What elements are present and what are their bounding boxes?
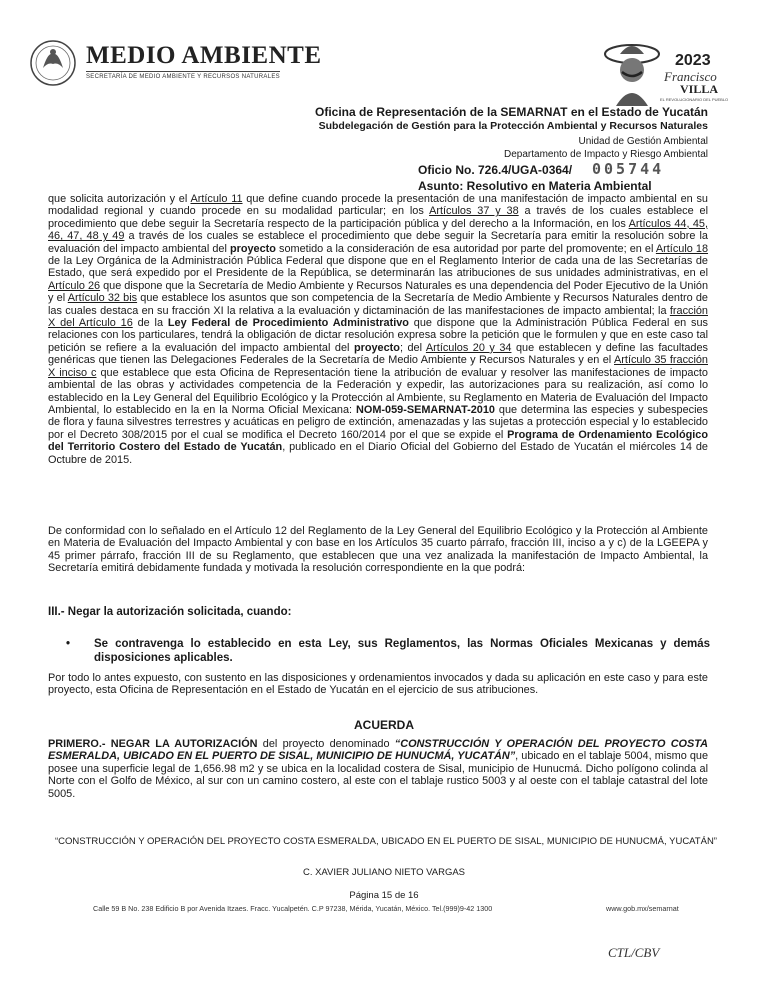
initials: CTL/CBV — [608, 945, 660, 960]
emblem-name-first: Francisco — [664, 69, 717, 84]
asunto-line: Asunto: Resolutivo en Materia Ambiental — [418, 179, 652, 193]
emblem-name-last: VILLA — [680, 82, 719, 96]
page-number: Página 15 de 16 — [349, 890, 419, 901]
conformity-paragraph: De conformidad con lo señalado en el Artículo 12 del Reglamento de la Ley General del Equilibrio Ecológico y la Protección al Ambiente en Materia de Evaluación del Impacto Ambiental y con base en los Artículos 35 cuarto párrafo, fracción III, inciso a y c) de la LGEEPA y 45 primer párrafo, fracción III de su Reglamento, que establecen que una vez analizada la manifestación de Impacto Ambiental, la Secretaría emitirá debidamente fundada y motivada la resolución correspondiente en la que podrá: — [48, 525, 708, 575]
emblem-tagline: EL REVOLUCIONARIO DEL PUEBLO — [660, 97, 729, 102]
footer-project-title: “CONSTRUCCIÓN Y OPERACIÓN DEL PROYECTO COSTA ESMERALDA, UBICADO EN EL PUERTO DE SISAL, MUNICIPIO DE HUNUCMÁ, YUCATÁN” — [55, 836, 717, 847]
logo-title: MEDIO AMBIENTE — [86, 42, 322, 69]
conclusion-paragraph: Por todo lo antes expuesto, con sustento en las disposiciones y ordenamientos invocados y dada su aplicación en este caso y para este proyecto, esta Oficina de Representación en el Estado de Yucatán en el ejercicio de sus atribuciones. — [48, 672, 708, 697]
section-iii-heading: III.- Negar la autorización solicitada, cuando: — [48, 606, 292, 618]
footer-website: www.gob.mx/semarnat — [606, 904, 679, 913]
unit-heading: Unidad de Gestión Ambiental — [578, 136, 708, 147]
office-heading: Oficina de Representación de la SEMARNAT en el Estado de Yucatán — [315, 105, 708, 119]
emblem-year: 2023 — [675, 52, 711, 69]
bullet-icon: • — [66, 638, 71, 650]
subdelegation-heading: Subdelegación de Gestión para la Protección Ambiental y Recursos Naturales — [318, 120, 708, 132]
semarnat-logo — [26, 38, 326, 88]
primero-paragraph: PRIMERO.- NEGAR LA AUTORIZACIÓN del proyecto denominado “CONSTRUCCIÓN Y OPERACIÓN DEL PROYECTO COSTA ESMERALDA, UBICADO EN EL PUERTO DE SISAL, MUNICIPIO DE HUNUCMÁ, YUCATÁN”, ubicado en el tablaje 5004, mismo que posee una superficie legal de 1,656.98 m2 y se ubica en la localidad costera de Sisal, municipio de Hunucmá. Dicho polígono colinda al Norte con el Golfo de México, al sur con un camino costero, al este con el tablaje rustico 5003 y al oeste con el tablaje catastral del lote 5005. — [48, 738, 709, 800]
footer-promovente: C. XAVIER JULIANO NIETO VARGAS — [302, 867, 466, 878]
legal-basis-paragraph: que solicita autorización y el Artículo 11 que define cuando procede la presentación de una manifestación de impacto ambiental en su modalidad regional y cuando procede en su modalidad particular; en los Artículos 37 y 38 a través de los cuales establece el procedimiento que debe seguir la Secretaría respecto de la participación pública y del derecho a la Información, en los Artículos 44, 45, 46, 47, 48 y 49 a través de los cuales se establece el procedimiento que debe seguir la Secretaría para emitir la resolución sobre la evaluación del impacto ambiental del proyecto sometido a la consideración de esa autoridad por parte del promovente; en el Artículo 18 de la Ley Orgánica de la Administración Pública Federal que dispone que en el Reglamento Interior de cada una de las Secretarías de Estado, que será expedido por el Presidente de la República, se determinarán las atribuciones de sus unidades administrativas, en el Artículo 26 que dispone que la Secretaría de Medio Ambiente y Recursos Naturales es una dependencia del Poder Ejecutivo de la Unión y el Artículo 32 bis que establece los asuntos que son competencia de la Secretaría de Medio Ambiente y Recursos Naturales dentro de las cuales destaca en su fracción XI la relativa a la evaluación y dictaminación de las manifestaciones de impacto ambiental; la fracción X del Artículo 16 de la Ley Federal de Procedimiento Administrativo que dispone que la Administración Pública Federal en sus relaciones con los particulares, tendrá la obligación de dictar resolución expresa sobre la petición que le formulen y que en este caso tal petición se refiere a la evaluación del impacto ambiental del proyecto; del Artículos 20 y 34 que establecen y define las facultades genéricas que tienen las Delegaciones Federales de la Secretaría de Medio Ambiente y Recursos Naturales y en el Artículo 35 fracción X inciso c que establece que esta Oficina de Representación tiene la atribución de evaluar y resolver las manifestaciones de impacto ambiental de las obras y actividades competencia de la Federación y expedir, las autorizaciones para su realización, así como lo establecido en la Ley General del Equilibrio Ecológico y la Protección al Ambiente, su Reglamento en Materia de Evaluación del Impacto Ambiental, lo establecido en la en la Norma Oficial Mexicana: NOM-059-SEMARNAT-2010 que determina las especies y subespecies de flora y fauna silvestres terrestres y acuáticas en peligro de extinción, amenazadas y las sujetas a protección especial y lo establecido por el Decreto 308/2015 por el cual se modifica el Decreto 160/2014 por el que se expide el Programa de Ordenamiento Ecológico del Territorio Costero del Estado de Yucatán, publicado en el Diario Oficial del Gobierno del Estado de Yucatán el miércoles 14 de Octubre de 2015. — [48, 193, 709, 466]
oficio-stamp-number: 005744 — [592, 160, 665, 178]
footer-address: Calle 59 B No. 238 Edificio B por Avenida Itzaes. Fracc. Yucalpetén. C.P 97238, Mérida, Yucatán, México. Tel.(999)9-42 1300 — [93, 904, 493, 913]
oficio-number: Oficio No. 726.4/UGA-0364/ — [418, 163, 573, 177]
logo-subtitle: SECRETARÍA DE MEDIO AMBIENTE Y RECURSOS NATURALES — [86, 71, 280, 80]
eagle-emblem-icon — [26, 38, 80, 88]
department-heading: Departamento de Impacto y Riesgo Ambiental — [504, 149, 708, 160]
acuerda-heading: ACUERDA — [354, 718, 414, 732]
